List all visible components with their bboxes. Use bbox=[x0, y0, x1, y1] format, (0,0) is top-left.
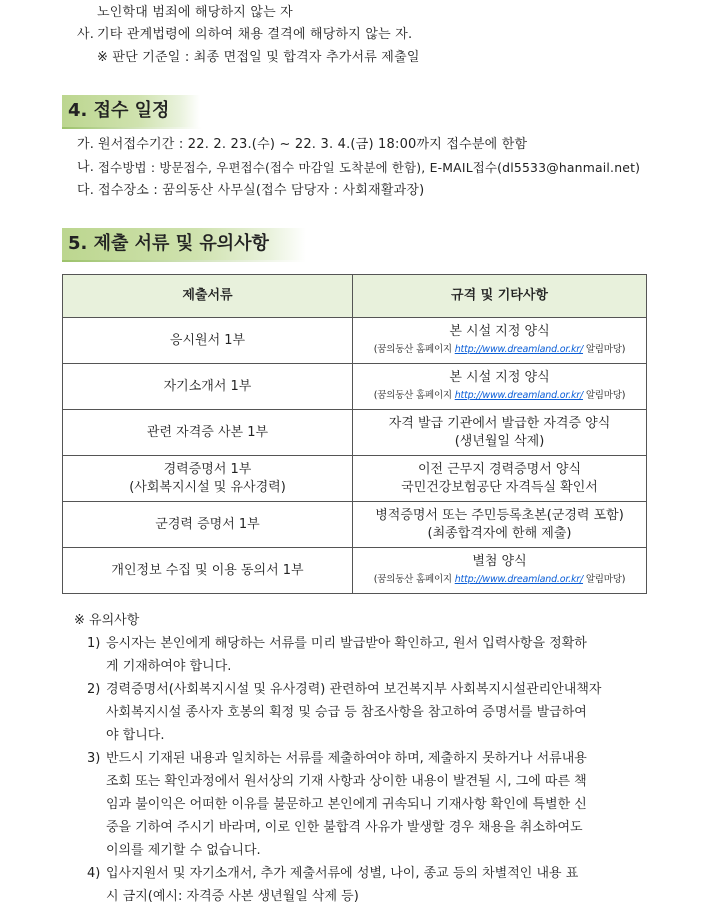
spec-cell bbox=[353, 502, 647, 548]
spec-line: 이전 근무지 경력증명서 양식 bbox=[417, 461, 582, 477]
note-line: 경력증명서(사회복지시설 및 유사경력) 관련하여 보건복지부 사회복지시설관리안내책자 bbox=[106, 682, 602, 697]
note-line: 반드시 기재된 내용과 일치하는 서류를 제출하여야 하며, 제출하지 못하거나 서류내용 bbox=[106, 751, 587, 766]
note-line: 사회복지시설 종사자 호봉의 획정 및 승급 등 참조사항을 참고하여 증명서를 발급하여 bbox=[106, 705, 587, 720]
spec-suffix: 알림마당) bbox=[583, 389, 626, 401]
table-row bbox=[63, 502, 647, 548]
section-4-heading: 4. 접수 일정 bbox=[62, 95, 200, 127]
note-number: 4) bbox=[87, 866, 101, 881]
note-line: 조회 또는 확인과정에서 원서상의 기재 사항과 상이한 내용이 발견될 시, 그에 따른 책 bbox=[106, 774, 587, 789]
section-5-underline bbox=[62, 260, 306, 262]
spec-homepage-note bbox=[357, 571, 642, 589]
homepage-link[interactable]: http://www.dreamland.or.kr/ bbox=[454, 389, 584, 401]
notes-title: ※ 유의사항 bbox=[74, 613, 140, 628]
doc-line: (사회복지시설 및 유사경력) bbox=[129, 479, 286, 495]
doc-line: 경력증명서 1부 bbox=[163, 461, 252, 477]
table-row bbox=[63, 318, 647, 364]
receipt-marker-na: 나. bbox=[77, 160, 95, 175]
spec-line: 자격 발급 기관에서 발급한 자격증 양식 bbox=[388, 415, 611, 431]
spec-prefix: (꿈의동산 홈페이지 bbox=[373, 389, 455, 401]
homepage-link[interactable]: http://www.dreamland.or.kr/ bbox=[454, 343, 584, 355]
eligibility-criteria-date: ※ 판단 기준일 : 최종 면접일 및 합격자 추가서류 제출일 bbox=[97, 50, 420, 65]
note-line: 야 합니다. bbox=[106, 728, 165, 743]
spec-suffix: 알림마당) bbox=[583, 573, 626, 585]
doc-cell: 개인정보 수집 및 이용 동의서 1부 bbox=[63, 548, 353, 594]
note-line: 입사지원서 및 자기소개서, 추가 제출서류에 성별, 나이, 종교 등의 차별적인 내용 표 bbox=[106, 866, 579, 881]
spec-cell bbox=[353, 364, 647, 410]
table-row bbox=[63, 410, 647, 456]
spec-line: (최종합격자에 한해 제출) bbox=[427, 525, 572, 541]
doc-cell: 자기소개서 1부 bbox=[63, 364, 353, 410]
documents-table bbox=[62, 274, 647, 594]
table-row bbox=[63, 456, 647, 502]
spec-line: (생년월일 삭제) bbox=[454, 433, 545, 449]
receipt-method: 접수방법 : 방문접수, 우편접수(접수 마감일 도착분에 한함), E-MAIL접수(dl5533@hanmail.net) bbox=[98, 160, 641, 175]
spec-cell bbox=[353, 548, 647, 594]
eligibility-marker-sa: 사. bbox=[77, 27, 95, 42]
spec-homepage-note bbox=[357, 387, 642, 405]
note-line: 이의를 제기할 수 없습니다. bbox=[106, 843, 261, 858]
spec-line: 본 시설 지정 양식 bbox=[449, 323, 550, 339]
receipt-marker-ga: 가. bbox=[77, 137, 95, 152]
spec-homepage-note bbox=[357, 341, 642, 359]
section-5-heading: 5. 제출 서류 및 유의사항 bbox=[62, 228, 306, 260]
spec-prefix: (꿈의동산 홈페이지 bbox=[373, 343, 455, 355]
doc-cell: 군경력 증명서 1부 bbox=[63, 502, 353, 548]
doc-cell bbox=[63, 456, 353, 502]
eligibility-line-elder-abuse: 노인학대 범죄에 해당하지 않는 자 bbox=[97, 5, 293, 20]
doc-cell: 응시원서 1부 bbox=[63, 318, 353, 364]
note-number: 3) bbox=[87, 751, 101, 766]
receipt-place: 접수장소 : 꿈의동산 사무실(접수 담당자 : 사회재활과장) bbox=[98, 183, 425, 198]
spec-line: 병적증명서 또는 주민등록초본(군경력 포함) bbox=[375, 507, 624, 523]
spec-cell bbox=[353, 318, 647, 364]
spec-line: 국민건강보험공단 자격득실 확인서 bbox=[401, 479, 598, 495]
note-line: 중을 기하여 주시기 바라며, 이로 인한 불합격 사유가 발생할 경우 채용을 취소하여도 bbox=[106, 820, 583, 835]
note-line: 게 기재하여야 합니다. bbox=[106, 659, 232, 674]
spec-cell bbox=[353, 410, 647, 456]
doc-cell: 관련 자격증 사본 1부 bbox=[63, 410, 353, 456]
note-line: 응시자는 본인에게 해당하는 서류를 미리 발급받아 확인하고, 원서 입력사항을 정확하 bbox=[106, 636, 587, 651]
spec-cell bbox=[353, 456, 647, 502]
table-row bbox=[63, 548, 647, 594]
spec-line: 별첨 양식 bbox=[472, 553, 527, 569]
receipt-period: 원서접수기간 : 22. 2. 23.(수) ~ 22. 3. 4.(금) 18:00까지 접수분에 한함 bbox=[98, 137, 528, 152]
table-row bbox=[63, 364, 647, 410]
spec-line: 본 시설 지정 양식 bbox=[449, 369, 550, 385]
spec-prefix: (꿈의동산 홈페이지 bbox=[373, 573, 455, 585]
note-line: 시 금지(예시: 자격증 사본 생년월일 삭제 등) bbox=[106, 889, 359, 904]
spec-suffix: 알림마당) bbox=[583, 343, 626, 355]
section-4-underline bbox=[62, 127, 202, 129]
homepage-link[interactable]: http://www.dreamland.or.kr/ bbox=[454, 573, 584, 585]
table-header-spec: 규격 및 기타사항 bbox=[353, 275, 647, 318]
note-number: 1) bbox=[87, 636, 101, 651]
note-line: 임과 불이익은 어떠한 이유를 불문하고 본인에게 귀속되니 기재사항 확인에 특별한 신 bbox=[106, 797, 587, 812]
eligibility-line-laws: 기타 관계법령에 의하여 채용 결격에 해당하지 않는 자. bbox=[97, 27, 413, 42]
note-number: 2) bbox=[87, 682, 101, 697]
table-header-row bbox=[63, 275, 647, 318]
table-header-documents: 제출서류 bbox=[63, 275, 353, 318]
receipt-marker-da: 다. bbox=[77, 183, 95, 198]
